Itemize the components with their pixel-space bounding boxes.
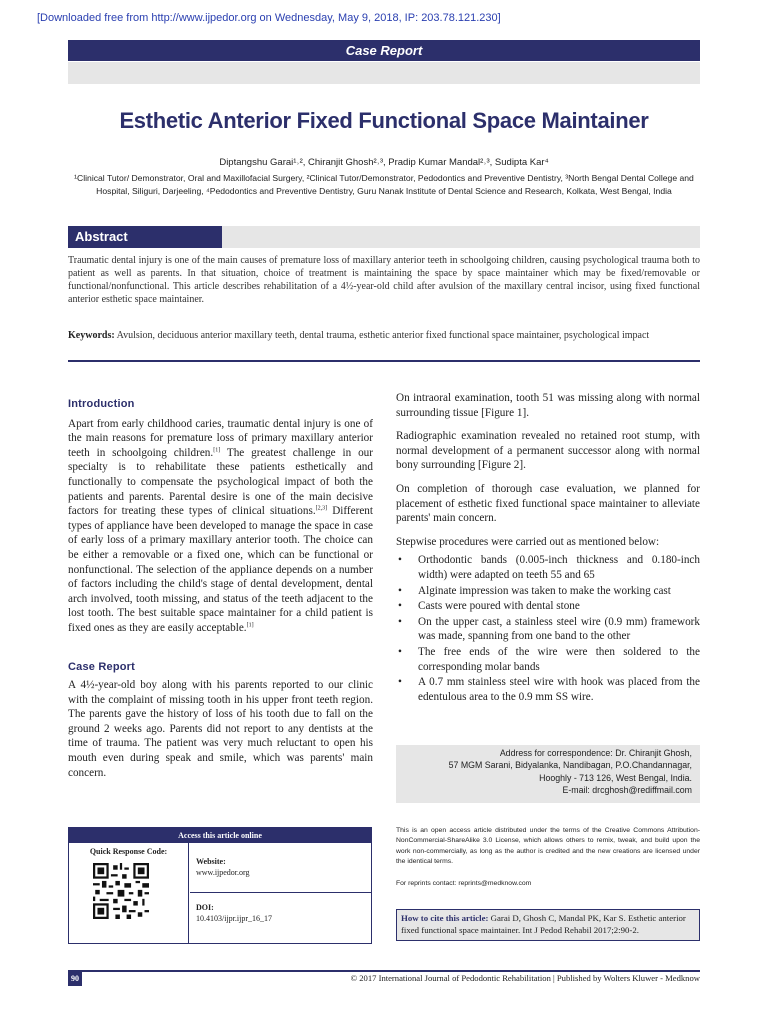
introduction-heading: Introduction (68, 398, 135, 410)
article-type-banner: Case Report (68, 40, 700, 61)
website-block (190, 843, 371, 893)
website-doi-cell (190, 843, 371, 943)
page-number: 90 (68, 972, 82, 986)
correspondence-email[interactable]: E-mail: drcghosh@rediffmail.com (562, 785, 692, 796)
correspondence-name: Dr. Chiranjit Ghosh, (615, 748, 692, 758)
access-box-header: Access this article online (69, 828, 371, 843)
radiographic-paragraph: Radiographic examination revealed no retained root stump, with normal development of a permanent successor along with normal bony surrounding [Figure 2]. (396, 430, 700, 472)
left-column (68, 397, 373, 780)
qr-label: Quick Response Code: (89, 847, 168, 856)
download-notice: [Downloaded free from http://www.ijpedor.org on Wednesday, May 9, 2018, IP: 203.78.121.230] (37, 12, 501, 24)
correspondence-box (396, 745, 700, 803)
intro-text-3: Different types of appliance have been developed to manage the space in case of early loss of a primary maxillary anterior tooth. The choice can be either a removable or a fixed one, which can be functional or nonfunctional. The selection of the appliance depends on a number of factors including the child's stage of dental development, dental arch involved, tooth missing, and status of the teeth adjacent to the lost tooth. The best suitable space maintainer for a child patient is fixed ones as they are easily acceptable. (68, 505, 374, 634)
website-link[interactable]: www.ijpedor.org (196, 868, 250, 877)
doi-block (190, 893, 371, 924)
intro-text-2: The greatest challenge in our specialty is to rehabilitate these patients esthetically and functionally to compensate the psychological impact of both the patients and parents. Parental desire is one of the main decisive factors for treating these types of clinical situations. (68, 446, 373, 518)
doi-label: DOI: (196, 903, 214, 912)
footer-rule (68, 970, 700, 972)
correspondence-label: Address for correspondence: (499, 748, 613, 758)
citation-ref[interactable]: [1] (246, 622, 254, 629)
citation-label: How to cite this article: (401, 913, 489, 923)
qr-cell (69, 843, 189, 943)
correspondence-address-1: 57 MGM Sarani, Bidyalanka, Nandibagan, P.O.Chandannagar, (448, 760, 692, 771)
planning-paragraph: On completion of thorough case evaluation, we planned for placement of esthetic fixed functional space maintainer to alleviate parents' main concern. (396, 482, 700, 525)
introduction-paragraph (68, 417, 373, 636)
abstract-heading: Abstract (68, 226, 222, 248)
license-text: This is an open access article distributed under the terms of the Creative Commons Attribution-NonCommercial-ShareAlike 3.0 License, which allows others to remix, tweak, and build upon the work non-commercially, as long as the author is credited and the new creations are licensed under the identical terms. (396, 827, 700, 865)
footer-copyright: © 2017 International Journal of Pedodontic Rehabilitation | Published by Wolters Kluwer - Medknow (350, 973, 700, 983)
reprints-contact: For reprints contact: reprints@medknow.com (396, 880, 532, 887)
case-report-heading: Case Report (68, 660, 135, 673)
website-label: Website: (196, 857, 226, 866)
access-article-box (68, 827, 372, 944)
author-affiliations: ¹Clinical Tutor/ Demonstrator, Oral and Maxillofacial Surgery, ²Clinical Tutor/Demonstrator, Pedodontics and Preventive Dentistry, ³North Bengal Dental College and Hospital, Siliguri, Darjeeling, ⁴Pedodontics and Preventive Dentistry, Guru Nanak Institute of Dental Science and Research, Kolkata, West Bengal, India (74, 173, 694, 196)
case-report-text: A 4½-year-old boy along with his parents reported to our clinic with the complaint of missing tooth in his upper front teeth region. The parents gave the history of loss of his tooth due to fall on the ground 2 weeks ago. Parents did not report to any dentists at the time of trauma. The patient was very much reluctant to open his mouth even during speak and smile, which was parents' main concern. (68, 679, 373, 779)
keywords-label: Keywords: (68, 330, 115, 341)
list-item: • The free ends of the wire were then soldered to the corresponding molar bands (396, 645, 700, 674)
qr-code-icon[interactable] (93, 863, 149, 919)
intro-text-1: Apart from early childhood caries, traumatic dental injury is one of the main reasons for premature loss of primary maxillary anterior teeth in schoolgoing children. (68, 417, 373, 459)
doi-link[interactable]: 10.4103/ijpr.ijpr_16_17 (196, 914, 272, 923)
right-column (396, 391, 700, 705)
list-item: • A 0.7 mm stainless steel wire with hook was placed from the edentulous area to the 0.9 mm SS wire. (396, 675, 700, 704)
author-list: Diptangshu Garai¹˒², Chiranjit Ghosh²˒³, Pradip Kumar Mandal²˒³, Sudipta Kar⁴ (219, 157, 549, 168)
list-item: • Casts were poured with dental stone (396, 599, 700, 614)
list-item: • On the upper cast, a stainless steel wire (0.9 mm) framework was made, spanning from one band to the other (396, 615, 700, 644)
intraoral-paragraph: On intraoral examination, tooth 51 was missing along with normal surrounding tissue [Figure 1]. (396, 392, 700, 419)
keywords (68, 329, 700, 342)
citation-ref[interactable]: [2,3] (315, 505, 328, 512)
keywords-text: Avulsion, deciduous anterior maxillary teeth, dental trauma, esthetic anterior fixed functional space maintainer, psychological impact (116, 330, 650, 341)
abstract-header-band (68, 226, 700, 248)
citation-ref[interactable]: [1] (213, 447, 221, 454)
procedure-intro: Stepwise procedures were carried out as mentioned below: (396, 535, 660, 548)
correspondence-address-2: Hooghly - 713 126, West Bengal, India. (539, 772, 692, 783)
correspondence-heading (400, 747, 692, 759)
list-item: • Alginate impression was taken to make the working cast (396, 584, 700, 599)
abstract-text: Traumatic dental injury is one of the main causes of premature loss of maxillary anterior teeth in schoolgoing children, causing psychological trauma both to patient as well as parents. In that situation, choice of treatment is maintaining the space by space maintainer which may be fixed/removable or functional/nonfunctional. This article describes rehabilitation of a 4½-year-old child after avulsion of the maxillary central incisor, using fixed functional anterior esthetic space maintainer. (68, 255, 700, 305)
abstract-divider (68, 360, 700, 362)
header-gray-band (68, 62, 700, 84)
list-item: • Orthodontic bands (0.005-inch thickness and 0.180-inch width) were adapted on teeth 55 and 65 (396, 553, 700, 582)
article-title: Esthetic Anterior Fixed Functional Space Maintainer (119, 108, 649, 133)
citation-text: Garai D, Ghosh C, Mandal PK, Kar S. Esthetic anterior fixed functional space maintainer. Int J Pedod Rehabil 2017;2:90-2. (401, 913, 686, 935)
citation-box (396, 909, 700, 941)
procedure-list (396, 553, 700, 704)
